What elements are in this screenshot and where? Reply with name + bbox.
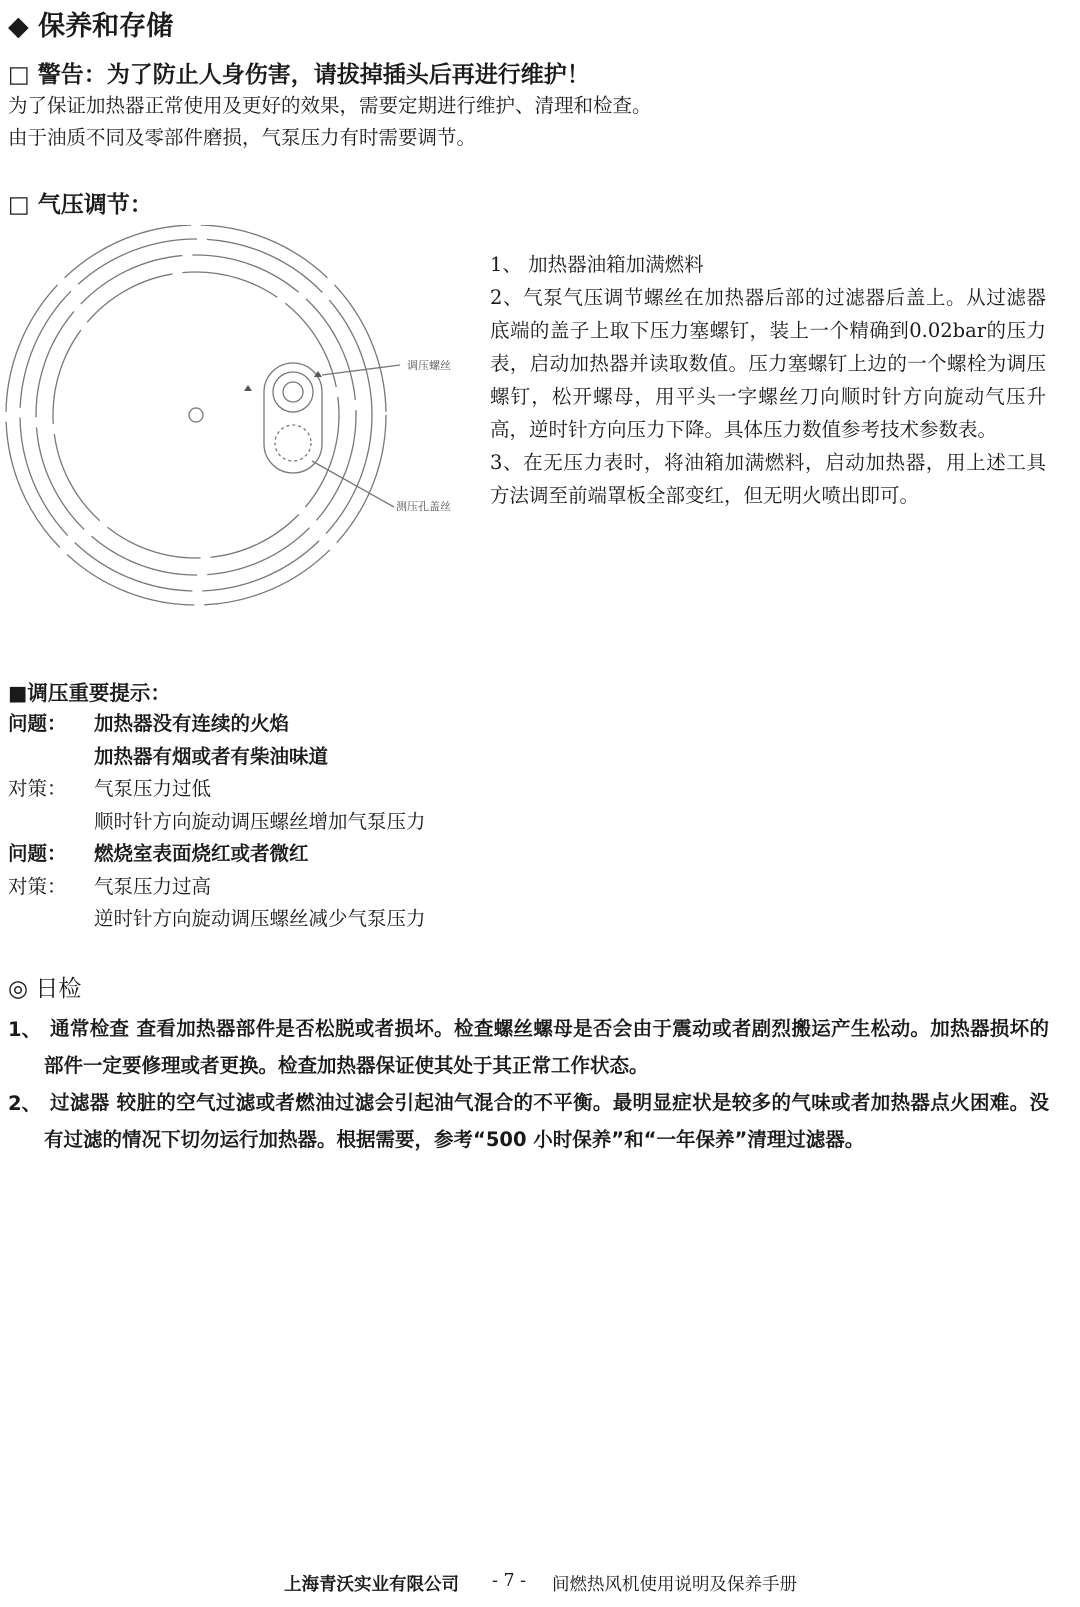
warning-title: □ 警告：为了防止人身伤害，请拔掉插头后再进行维护！ xyxy=(8,62,590,88)
daily-check-heading: ◎ 日检 xyxy=(8,976,82,1002)
tips-text: 气泵压力过高 xyxy=(94,875,212,898)
pressure-heading: □ 气压调节： xyxy=(8,192,153,218)
arrow-marker xyxy=(244,385,252,391)
regulator-housing xyxy=(264,363,322,473)
footer-doc-title: 间燃热风机使用说明及保养手册 xyxy=(552,1575,797,1595)
section-title: ◆ 保养和存储 xyxy=(8,11,174,42)
filter-cover-diagram xyxy=(0,225,470,615)
tips-label-solution-2: 对策： xyxy=(8,875,67,898)
inner-ring xyxy=(36,255,356,575)
adjust-screw xyxy=(273,372,313,412)
daily-item-2: 过滤器 较脏的空气过滤或者燃油过滤会引起油气混合的不平衡。最明显症状是较多的气味或者加热器点火困难。没有过滤的情况下切勿运行加热器。根据需要，参考“500 小时保养”和“一年保养”清理过滤器。 xyxy=(44,1091,1049,1151)
inner-ring-inner xyxy=(53,272,339,558)
tips-heading: ■调压重要提示： xyxy=(8,681,171,705)
tips-text: 顺时针方向旋动调压螺丝增加气泵压力 xyxy=(94,810,426,833)
step-3: 3、在无压力表时，将油箱加满燃料，启动加热器，用上述工具方法调至前端罩板全部变红，但无明火喷出即可。 xyxy=(490,451,1046,507)
tips-text: 燃烧室表面烧红或者微红 xyxy=(94,842,309,865)
tips-label-problem-2: 问题： xyxy=(8,842,67,865)
daily-item-number: 1、 xyxy=(8,1018,42,1041)
test-hole xyxy=(275,425,311,461)
daily-item-number: 2、 xyxy=(8,1092,42,1115)
tips-text: 逆时针方向旋动调压螺丝减少气泵压力 xyxy=(94,907,426,930)
outer-ring xyxy=(6,225,386,605)
daily-item-1: 通常检查 查看加热器部件是否松脱或者损坏。检查螺丝螺母是否会由于震动或者剧烈搬运产生松动。加热器损坏的部件一定要修理或者更换。检查加热器保证使其处于其正常工作状态。 xyxy=(44,1017,1049,1077)
label-test-hole: 测压孔盖丝 xyxy=(396,500,451,513)
step-1: 1、 加热器油箱加满燃料 xyxy=(490,253,704,276)
footer-company: 上海青沃实业有限公司 xyxy=(284,1575,459,1595)
tips-label-problem-1: 问题： xyxy=(8,712,67,735)
tips-text: 气泵压力过低 xyxy=(94,777,212,800)
label-adjust-screw: 调压螺丝 xyxy=(407,359,451,372)
adjustment-steps xyxy=(490,248,1046,512)
outer-ring-inner xyxy=(20,239,372,591)
tips-text: 加热器没有连续的火焰 xyxy=(94,712,290,735)
footer-page-number: - 7 - xyxy=(492,1571,527,1591)
tips-label-solution-1: 对策： xyxy=(8,777,67,800)
warning-line-1: 为了保证加热器正常使用及更好的效果，需要定期进行维护、清理和检查。 xyxy=(8,94,652,117)
center-hole xyxy=(189,408,203,422)
tips-text: 加热器有烟或者有柴油味道 xyxy=(94,745,329,768)
step-2: 2、气泵气压调节螺丝在加热器后部的过滤器后盖上。从过滤器底端的盖子上取下压力塞螺钉，装上一个精确到0.02bar的压力表，启动加热器并读取数值。压力塞螺钉上边的一个螺栓为调压螺钉，松开螺母，用平头一字螺丝刀向顺时针方向旋动气压升高，逆时针方向压力下降。具体压力数值参考技术参数表。 xyxy=(490,286,1046,441)
warning-line-2: 由于油质不同及零部件磨损，气泵压力有时需要调节。 xyxy=(8,126,477,149)
